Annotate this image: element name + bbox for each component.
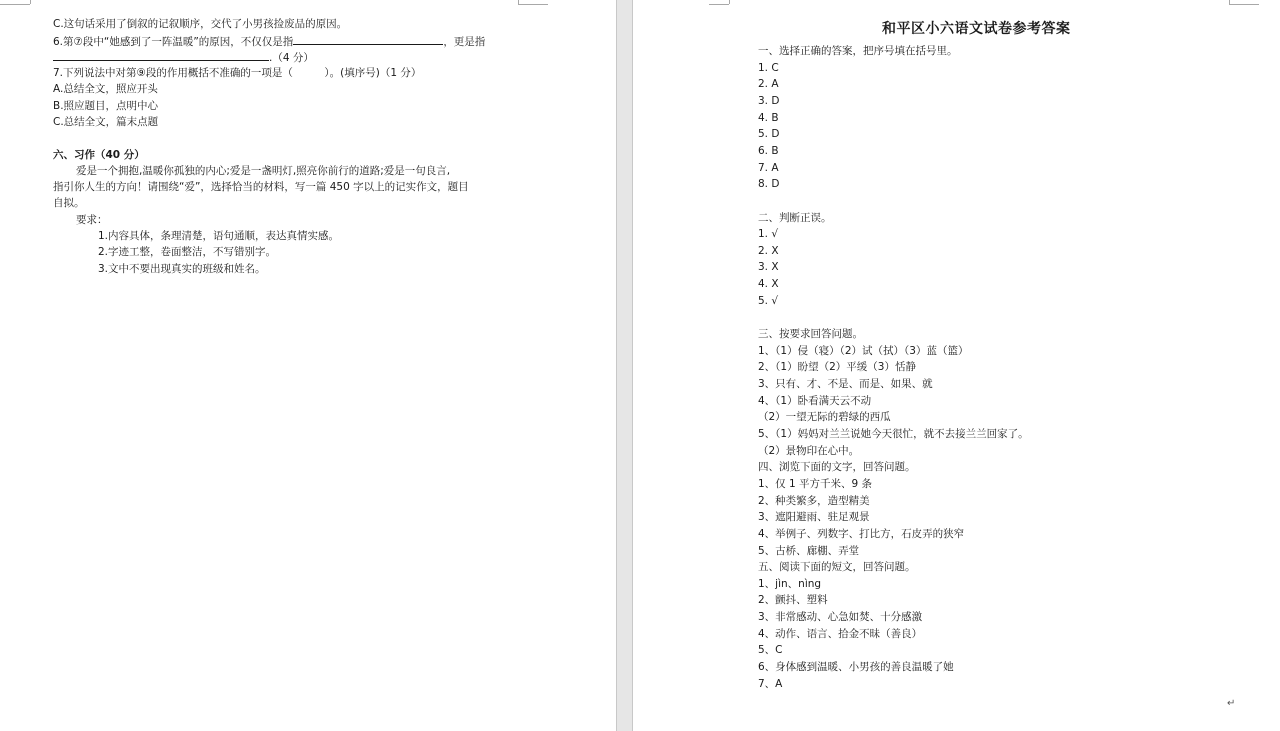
answer-line: 4、动作、语言、拾金不昧（善良） (758, 627, 923, 640)
question-c-option: C.这句话采用了倒叙的记叙顺序，交代了小男孩捡废品的原因。 (53, 18, 348, 30)
paragraph-mark: ↵ (1227, 698, 1236, 709)
requirement-item: 3.文中不要出现真实的班级和姓名。 (98, 263, 266, 275)
answer-line: 5、古桥、廊棚、弄堂 (758, 544, 860, 557)
answer-blank[interactable] (293, 33, 443, 45)
crop-mark (518, 4, 548, 5)
answer-line: 6. B (758, 144, 779, 157)
answer-line: （2）一望无际的碧绿的西瓜 (758, 411, 891, 424)
answer-line: 2、颤抖、塑料 (758, 594, 828, 607)
question-7-option-a: A.总结全文，照应开头 (53, 83, 158, 95)
answer-line: 3、只有、才、不是、而是、如果、就 (758, 378, 933, 390)
answer-line: 1、jìn、nìng (758, 577, 822, 590)
answer-line: 1、仅 1 平方千米、9 条 (758, 477, 873, 490)
answer-line: 8. D (758, 178, 780, 191)
answer-line: 4. B (758, 111, 779, 124)
answer-line: （2）景物印在心中。 (758, 444, 860, 457)
answer-line: 6、身体感到温暖、小男孩的善良温暖了她 (758, 661, 954, 674)
answer-line: 7. A (758, 161, 779, 174)
answer-line: 3、遮阳避雨、驻足观景 (758, 511, 870, 524)
requirement-item: 1.内容具体，条理清楚，语句通顺，表达真情实感。 (98, 230, 340, 242)
answer-line: 3. X (758, 261, 779, 274)
requirements-label: 要求： (76, 214, 108, 226)
crop-mark (1229, 4, 1259, 5)
question-6-line2 (53, 49, 314, 67)
answer-line: 5、（1）妈妈对兰兰说她今天很忙，就不去接兰兰回家了。 (758, 427, 1029, 440)
crop-mark (1229, 0, 1230, 4)
page-gutter (616, 0, 633, 731)
answer-line: 三、按要求回答问题。 (758, 328, 863, 341)
question-6-text-b: ，更是指 (443, 36, 486, 48)
right-page (633, 0, 1280, 731)
question-6 (53, 33, 485, 51)
answer-line: 5. √ (758, 294, 779, 307)
crop-mark (729, 0, 730, 4)
answer-line: 1. C (758, 61, 779, 74)
answer-line: 五、阅读下面的短文，回答问题。 (758, 561, 916, 574)
crop-mark (0, 4, 30, 5)
answer-line: 4、（1）卧看满天云不动 (758, 394, 872, 407)
answer-line: 2. X (758, 244, 779, 257)
answer-line: 1、（1）侵（寝）（2）试（拭）（3）蓝（篮） (758, 344, 969, 357)
answer-line: 7、A (758, 677, 783, 690)
answer-line: 二、判断正误。 (758, 211, 832, 224)
answer-line: 2、种类繁多，造型精美 (758, 494, 870, 507)
question-7: 7.下列说法中对第⑨段的作用概括不准确的一项是（ ）。(填序号)（1 分） (53, 67, 422, 79)
answer-line: 2. A (758, 78, 779, 91)
essay-prompt-line1: 爱是一个拥抱,温暖你孤独的内心;爱是一盏明灯,照亮你前行的道路;爱是一句良言, (76, 165, 451, 177)
answer-line: 一、选择正确的答案，把序号填在括号里。 (758, 45, 958, 57)
answer-line: 四、浏览下面的文字，回答问题。 (758, 461, 916, 474)
crop-mark (518, 0, 519, 4)
answer-line: 4. X (758, 278, 779, 291)
crop-mark (30, 0, 31, 4)
essay-prompt-line2: 指引你人生的方向！请围绕“爱”，选择恰当的材料，写一篇 450 字以上的记实作文，题目 (53, 181, 469, 193)
crop-mark (709, 4, 729, 5)
answer-line: 5、C (758, 644, 783, 657)
answer-line: 4、举例子、列数字、打比方，石皮弄的狭窄 (758, 527, 965, 540)
requirement-item: 2.字迹工整，卷面整洁，不写错别字。 (98, 246, 277, 258)
essay-prompt-line3: 自拟。 (53, 197, 85, 209)
question-6-score: .（4 分） (269, 52, 314, 64)
question-7-option-c: C.总结全文，篇末点题 (53, 116, 159, 128)
answer-line: 5. D (758, 128, 780, 141)
answer-line: 3、非常感动、心急如焚、十分感激 (758, 611, 923, 624)
answer-line: 2、（1）盼望（2）平缓（3）恬静 (758, 361, 916, 374)
answer-blank[interactable] (53, 49, 269, 61)
question-6-text: 6.第⑦段中“她感到了一阵温暖”的原因，不仅仅是指 (53, 36, 294, 48)
question-7-option-b: B.照应题目，点明中心 (53, 100, 159, 112)
answer-key-title: 和平区小六语文试卷参考答案 (882, 21, 1071, 37)
answer-line: 3. D (758, 94, 780, 107)
answer-line: 1. √ (758, 228, 779, 241)
section-6-title: 六、习作（40 分） (53, 149, 145, 161)
left-page (0, 0, 616, 731)
